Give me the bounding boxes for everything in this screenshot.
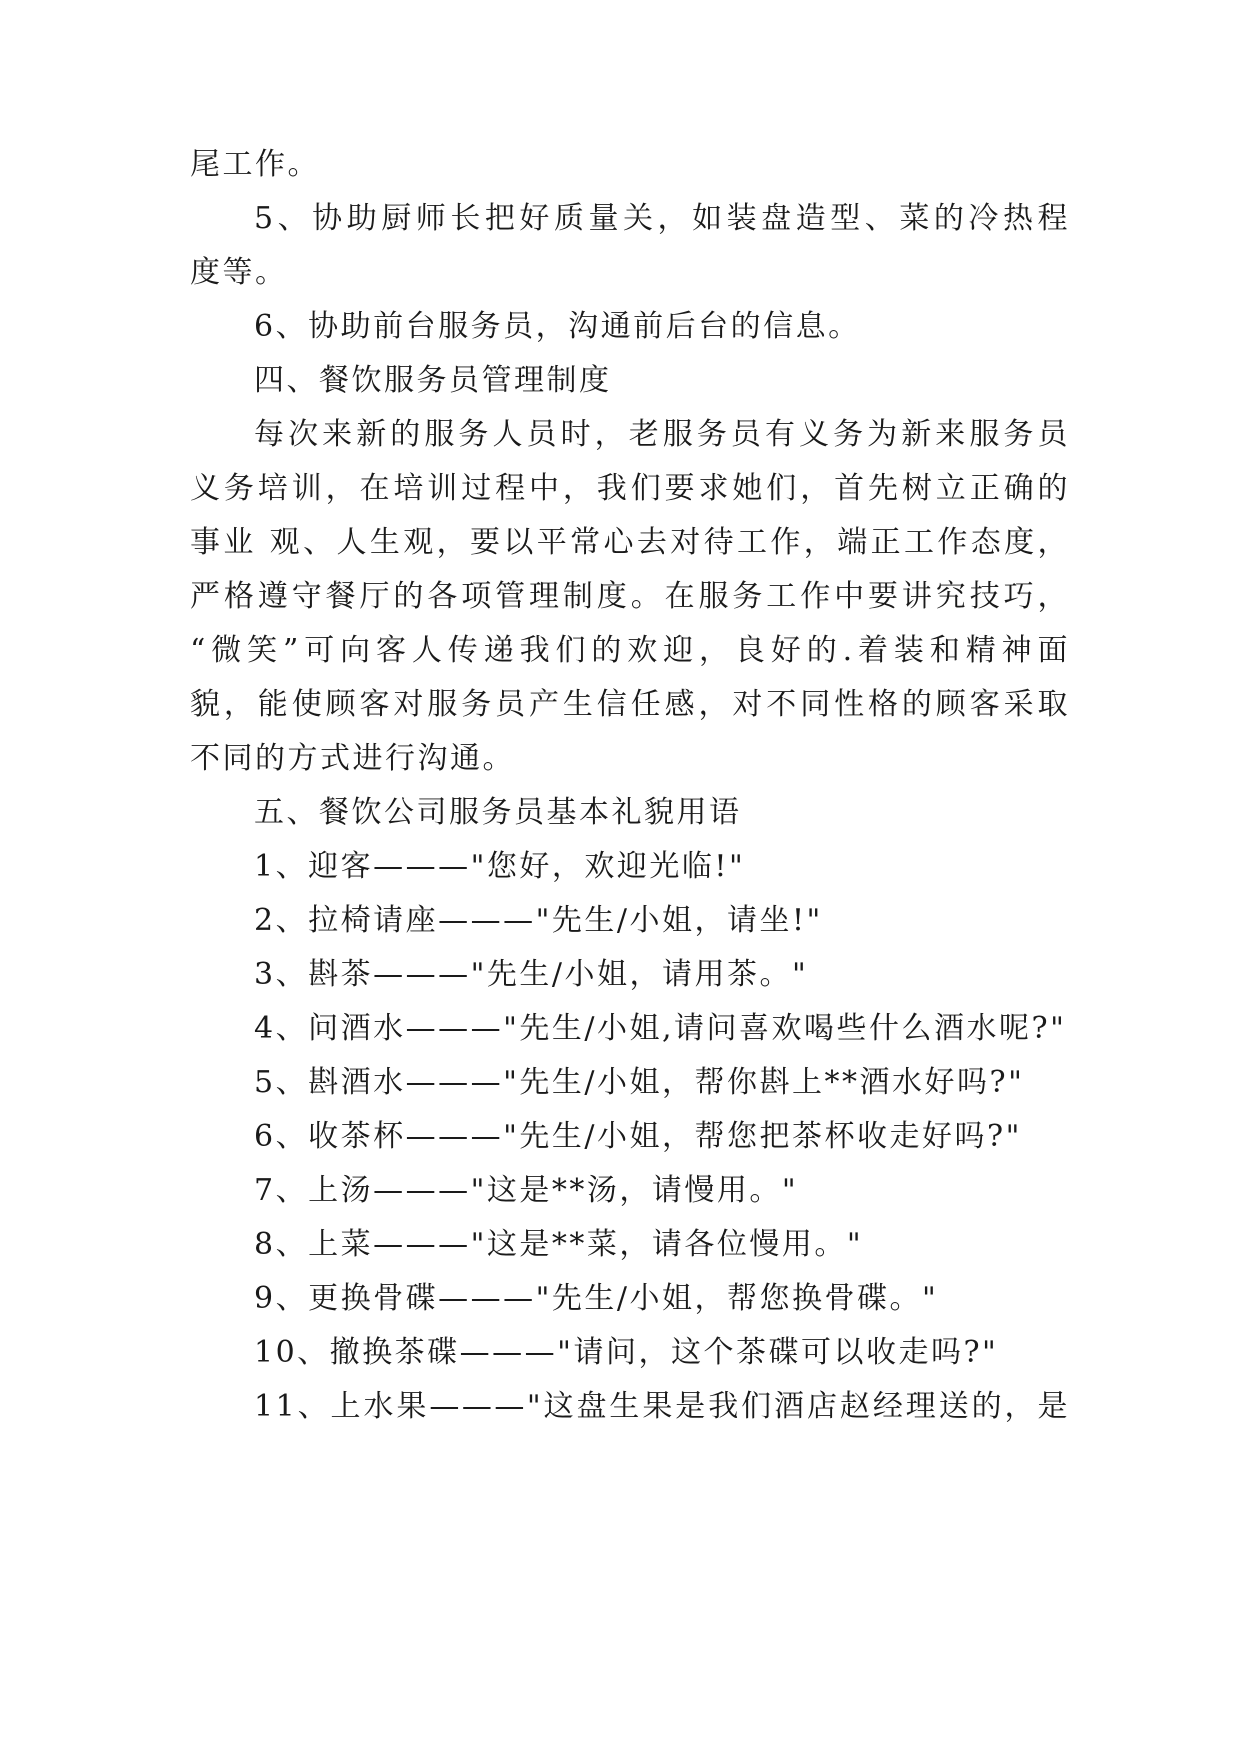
text-line: 事业 观、人生观，要以平常心去对待工作，端正工作态度，	[190, 525, 1070, 560]
list-item: 1、迎客———"您好，欢迎光临!"	[254, 849, 746, 884]
list-item: 9、更换骨碟———"先生/小姐，帮您换骨碟。"	[254, 1281, 939, 1316]
text-line: 5、协助厨师长把好质量关，如装盘造型、菜的冷热程	[254, 201, 1070, 236]
text-line: 6、协助前台服务员，沟通前后台的信息。	[254, 309, 861, 344]
text-line: 每次来新的服务人员时，老服务员有义务为新来服务员	[254, 417, 1070, 452]
list-item: 8、上菜———"这是**菜，请各位慢用。"	[254, 1227, 864, 1262]
list-item: 5、斟酒水———"先生/小姐，帮你斟上**酒水好吗?"	[254, 1065, 1025, 1100]
list-item: 11、上水果———"这盘生果是我们酒店赵经理送的，是	[254, 1389, 1070, 1424]
text-line: 不同的方式进行沟通。	[190, 741, 515, 776]
text-line: 尾工作。	[190, 147, 320, 182]
text-line: 貌，能使顾客对服务员产生信任感，对不同性格的顾客采取	[190, 687, 1070, 722]
list-item: 7、上汤———"这是**汤，请慢用。"	[254, 1173, 799, 1208]
list-item: 2、拉椅请座———"先生/小姐，请坐!"	[254, 903, 823, 938]
section-heading: 四、餐饮服务员管理制度	[254, 363, 612, 398]
list-item: 10、撤换茶碟———"请问，这个茶碟可以收走吗?"	[254, 1335, 999, 1370]
text-line: 严格遵守餐厅的各项管理制度。在服务工作中要讲究技巧，	[190, 579, 1070, 614]
text-line: “微笑”可向客人传递我们的欢迎，良好的.着装和精神面	[190, 633, 1070, 668]
list-item: 6、收茶杯———"先生/小姐，帮您把茶杯收走好吗?"	[254, 1119, 1022, 1154]
text-line: 度等。	[190, 255, 288, 290]
list-item: 3、斟茶———"先生/小姐，请用茶。"	[254, 957, 809, 992]
section-heading: 五、餐饮公司服务员基本礼貌用语	[254, 795, 742, 830]
list-item: 4、问酒水———"先生/小姐,请问喜欢喝些什么酒水呢?"	[254, 1011, 1067, 1046]
text-line: 义务培训，在培训过程中，我们要求她们，首先树立正确的	[190, 471, 1070, 506]
